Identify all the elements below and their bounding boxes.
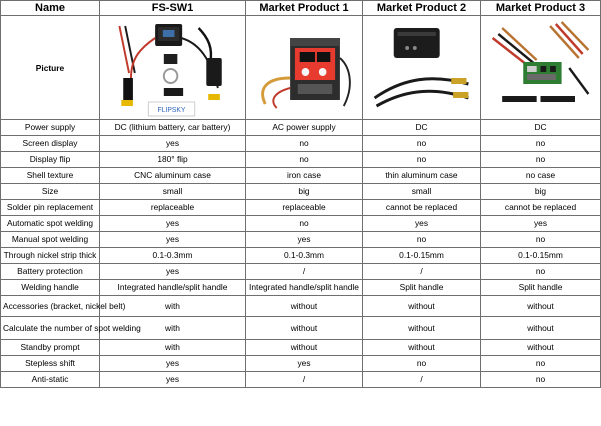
table-cell: without (481, 340, 601, 356)
row-label: Standby prompt (1, 340, 100, 356)
table-row (1, 184, 601, 200)
svg-text:FLIPSKY: FLIPSKY (157, 106, 186, 114)
table-row (1, 232, 601, 248)
table-cell: cannot be replaced (363, 200, 481, 216)
row-label: Shell texture (1, 168, 100, 184)
market-product-3-image (483, 18, 598, 118)
table-cell: thin aluminum case (363, 168, 481, 184)
table-row (1, 264, 601, 280)
table-row (1, 356, 601, 372)
table-cell: yes (100, 136, 246, 152)
table-cell: no (363, 136, 481, 152)
row-label: Screen display (1, 136, 100, 152)
header-fs-sw1: FS-SW1 (100, 1, 246, 16)
table-cell: no (481, 152, 601, 168)
table-cell: DC (363, 120, 481, 136)
table-cell: yes (100, 216, 246, 232)
row-label: Anti-static (1, 372, 100, 388)
table-cell: yes (363, 216, 481, 232)
table-cell: with (100, 340, 246, 356)
row-label: Manual spot welding (1, 232, 100, 248)
table-row (1, 136, 601, 152)
table-cell: / (363, 264, 481, 280)
table-cell: small (100, 184, 246, 200)
table-cell: yes (246, 232, 363, 248)
table-cell: CNC aluminum case (100, 168, 246, 184)
table-row (1, 317, 601, 340)
table-cell: replaceable (100, 200, 246, 216)
table-cell: no (481, 232, 601, 248)
table-cell: no (481, 356, 601, 372)
market-product-3-picture-cell (481, 16, 601, 120)
table-cell: no case (481, 168, 601, 184)
table-cell: without (363, 296, 481, 317)
header-market-product-1: Market Product 1 (246, 1, 363, 16)
table-cell: 0.1-0.15mm (363, 248, 481, 264)
row-label: Solder pin replacement (1, 200, 100, 216)
table-cell: big (246, 184, 363, 200)
table-cell: yes (100, 264, 246, 280)
table-cell: yes (481, 216, 601, 232)
table-cell: AC power supply (246, 120, 363, 136)
table-cell: 180° flip (100, 152, 246, 168)
row-label: Through nickel strip thick (1, 248, 100, 264)
table-cell: big (481, 184, 601, 200)
table-cell: yes (246, 356, 363, 372)
table-row (1, 216, 601, 232)
table-cell: Split handle (481, 280, 601, 296)
fs-sw1-kit-image (102, 18, 243, 118)
table-cell: replaceable (246, 200, 363, 216)
table-cell: yes (100, 232, 246, 248)
table-cell: without (481, 296, 601, 317)
table-cell: Integrated handle/split handle (246, 280, 363, 296)
table-cell: without (363, 340, 481, 356)
table-cell: cannot be replaced (481, 200, 601, 216)
picture-row-label: Picture (1, 16, 100, 120)
table-cell: DC (lithium battery, car battery) (100, 120, 246, 136)
table-cell: without (481, 317, 601, 340)
row-label: Battery protection (1, 264, 100, 280)
table-row (1, 200, 601, 216)
table-row (1, 168, 601, 184)
fs-sw1-picture-cell (100, 16, 246, 120)
table-cell: no (481, 264, 601, 280)
market-product-1-picture-cell (246, 16, 363, 120)
row-label: Welding handle (1, 280, 100, 296)
table-cell: / (246, 372, 363, 388)
table-cell: small (363, 184, 481, 200)
row-label: Automatic spot welding (1, 216, 100, 232)
header-name: Name (1, 1, 100, 16)
row-label: Size (1, 184, 100, 200)
row-label: Power supply (1, 120, 100, 136)
table-cell: no (363, 232, 481, 248)
table-cell: without (246, 296, 363, 317)
header-row (1, 1, 601, 16)
table-cell: no (246, 152, 363, 168)
header-market-product-3: Market Product 3 (481, 1, 601, 16)
table-cell: iron case (246, 168, 363, 184)
table-cell: with (100, 296, 246, 317)
table-cell: Split handle (363, 280, 481, 296)
table-cell: without (363, 317, 481, 340)
table-cell: no (246, 136, 363, 152)
table-row (1, 340, 601, 356)
market-product-2-picture-cell (363, 16, 481, 120)
table-row (1, 248, 601, 264)
market-product-1-image (248, 18, 360, 118)
table-cell: 0.1-0.15mm (481, 248, 601, 264)
table-cell: 0.1-0.3mm (100, 248, 246, 264)
table-cell: with (100, 317, 246, 340)
table-cell: no (481, 372, 601, 388)
table-cell: no (363, 152, 481, 168)
table-cell: yes (100, 356, 246, 372)
table-row (1, 296, 601, 317)
table-cell: 0.1-0.3mm (246, 248, 363, 264)
table-row (1, 120, 601, 136)
table-cell: without (246, 317, 363, 340)
picture-row (1, 16, 601, 120)
table-row (1, 372, 601, 388)
row-label: Accessories (bracket, nickel belt) (1, 296, 100, 317)
table-row (1, 280, 601, 296)
table-cell: / (246, 264, 363, 280)
row-label: Calculate the number of spot welding (1, 317, 100, 340)
table-cell: Integrated handle/split handle (100, 280, 246, 296)
table-row (1, 152, 601, 168)
table-cell: yes (100, 372, 246, 388)
table-cell: no (363, 356, 481, 372)
table-cell: no (246, 216, 363, 232)
table-cell: no (481, 136, 601, 152)
market-product-2-image (365, 18, 478, 118)
table-cell: without (246, 340, 363, 356)
row-label: Stepless shift (1, 356, 100, 372)
header-market-product-2: Market Product 2 (363, 1, 481, 16)
table-cell: / (363, 372, 481, 388)
table-cell: DC (481, 120, 601, 136)
row-label: Display flip (1, 152, 100, 168)
